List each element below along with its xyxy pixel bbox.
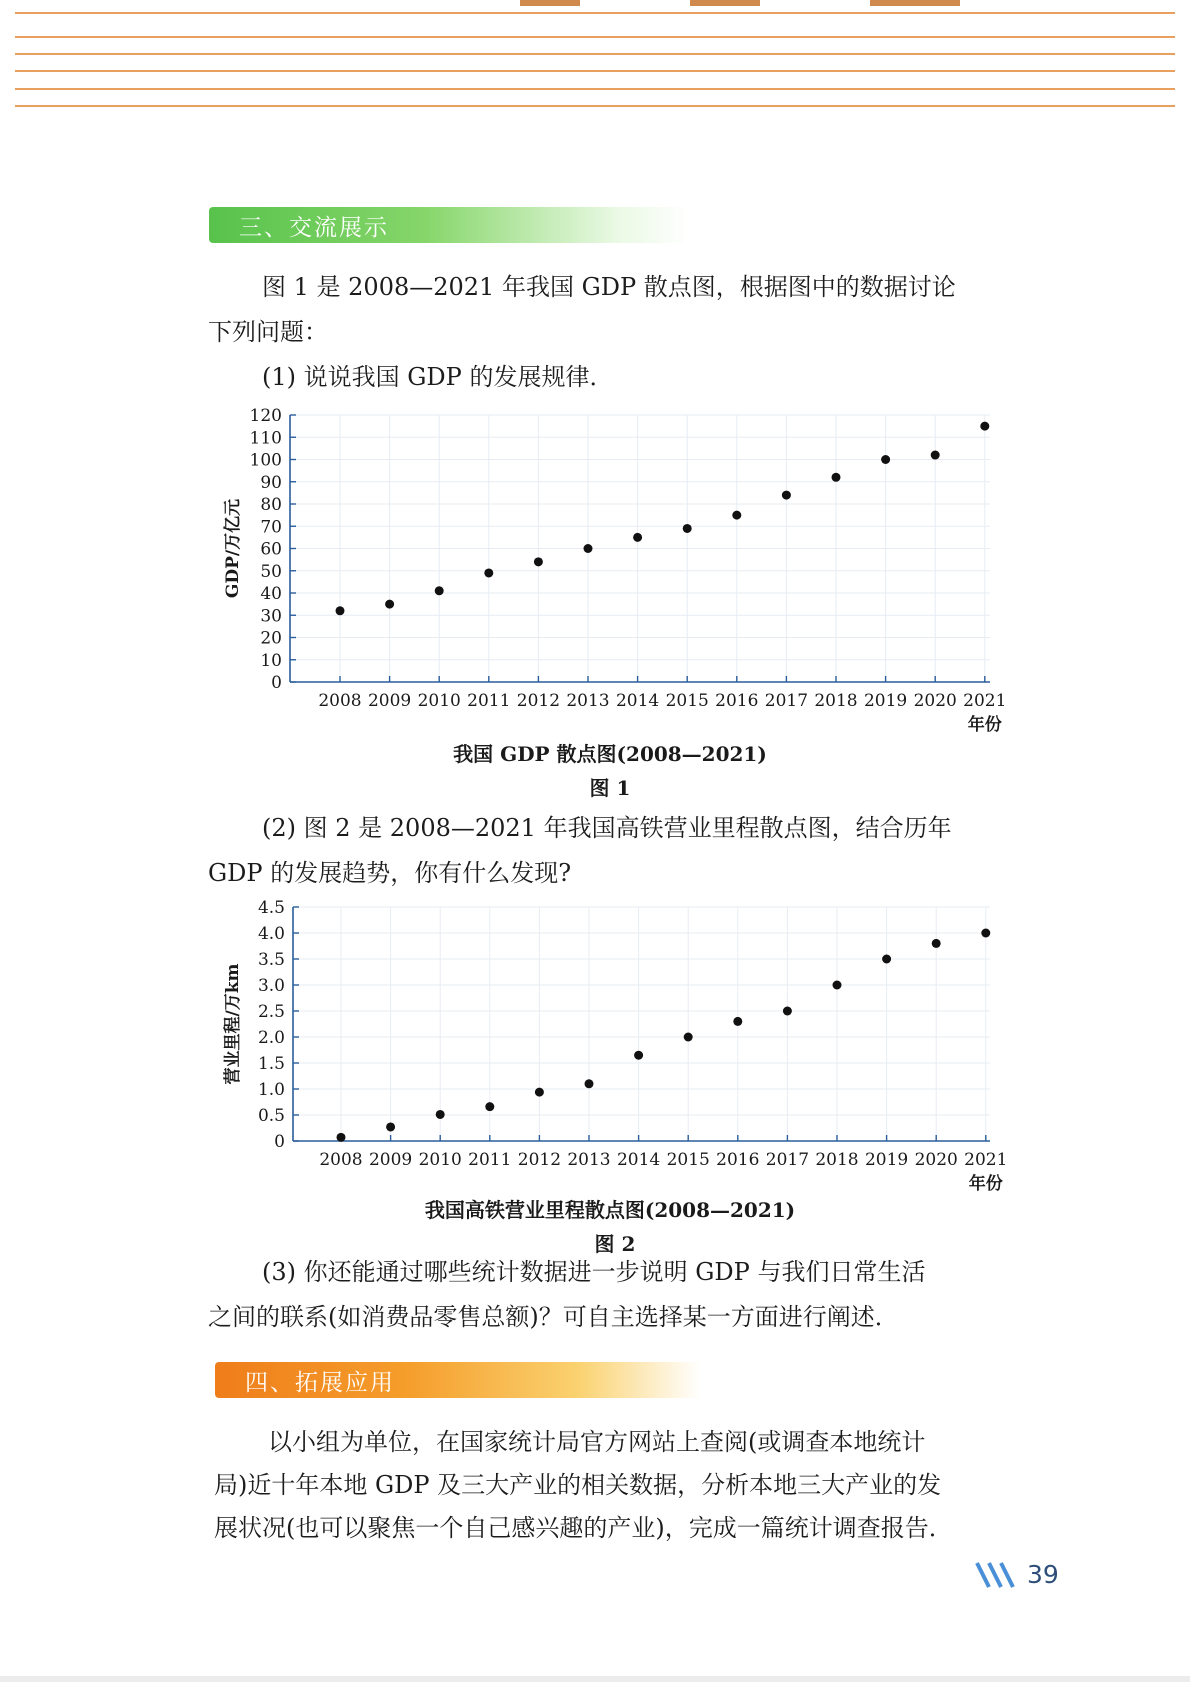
x-tick-label: 2017 — [765, 1150, 810, 1170]
y-tick-label: 0 — [271, 673, 282, 693]
x-tick-label: 2012 — [517, 1150, 562, 1170]
question-1: (1) 说说我国 GDP 的发展规律． — [262, 363, 614, 391]
data-point — [932, 939, 941, 948]
header-rule — [15, 36, 1175, 38]
x-tick-label: 2016 — [716, 1150, 760, 1170]
y-tick-label: 1.0 — [257, 1080, 285, 1100]
x-tick-label: 2008 — [319, 1150, 363, 1170]
y-tick-label: 3.5 — [257, 950, 285, 970]
data-point — [981, 929, 990, 938]
y-tick-label: 120 — [249, 406, 282, 426]
x-tick-label: 2021 — [963, 691, 1007, 711]
x-tick-label: 2014 — [615, 691, 660, 711]
header-rule — [15, 88, 1175, 90]
slash-decoration-icon — [975, 1561, 1021, 1589]
data-point — [435, 586, 444, 595]
y-tick-label: 70 — [260, 517, 282, 538]
chart-2-title: 我国高铁营业里程散点图(2008—2021) — [424, 1198, 796, 1222]
y-tick-label: 60 — [260, 539, 282, 560]
data-point — [732, 511, 741, 520]
data-point — [484, 568, 493, 577]
data-point — [386, 1122, 395, 1131]
data-point — [585, 1079, 594, 1088]
y-tick-label: 100 — [249, 450, 282, 471]
x-tick-label: 2009 — [367, 691, 412, 711]
intro-paragraph-line: 图 1 是 2008—2021 年我国 GDP 散点图，根据图中的数据讨论 — [262, 273, 956, 301]
data-point — [337, 1133, 346, 1142]
y-tick-label: 1.5 — [257, 1054, 285, 1074]
y-tick-label: 90 — [260, 472, 282, 493]
page-number: 39 — [1027, 1560, 1059, 1589]
question-2-line: (2) 图 2 是 2008—2021 年我国高铁营业里程散点图，结合历年 — [262, 814, 952, 842]
y-axis-label: 营业里程/万km — [223, 963, 243, 1085]
data-point — [634, 1051, 643, 1060]
data-point — [882, 955, 891, 964]
x-tick-label: 2018 — [814, 691, 858, 711]
data-point — [535, 1088, 544, 1097]
question-3-line: (3) 你还能通过哪些统计数据进一步说明 GDP 与我们日常生活 — [262, 1258, 926, 1286]
chart-1-title: 我国 GDP 散点图(2008—2021) — [453, 742, 767, 766]
y-tick-label: 4.0 — [257, 924, 285, 944]
data-point — [436, 1110, 445, 1119]
chart-1-figure-label: 图 1 — [589, 776, 631, 800]
x-tick-label: 2015 — [666, 1150, 710, 1170]
chart-2-figure-label: 图 2 — [594, 1232, 636, 1256]
x-tick-label: 2010 — [417, 691, 461, 711]
y-tick-label: 50 — [260, 561, 282, 582]
y-tick-label: 110 — [249, 428, 282, 449]
data-point — [783, 1007, 792, 1016]
page-number-block — [975, 1560, 1059, 1589]
question-2-line: GDP 的发展趋势，你有什么发现? — [208, 859, 572, 887]
x-tick-label: 2008 — [318, 691, 362, 711]
y-tick-label: 80 — [260, 495, 282, 515]
x-tick-label: 2019 — [864, 1150, 909, 1170]
x-tick-label: 2020 — [914, 1150, 958, 1170]
header-decoration — [520, 0, 580, 6]
x-tick-label: 2018 — [815, 1150, 859, 1170]
y-tick-label: 40 — [260, 584, 282, 604]
x-tick-label: 2014 — [616, 1150, 661, 1170]
x-tick-label: 2021 — [964, 1150, 1008, 1170]
x-tick-label: 2013 — [566, 691, 610, 711]
data-point — [931, 451, 940, 460]
data-point — [584, 544, 593, 553]
intro-paragraph-line: 下列问题： — [208, 318, 328, 346]
rail-scatter-chart — [0, 895, 1190, 1195]
x-tick-label: 2020 — [913, 691, 957, 711]
x-tick-label: 2016 — [715, 691, 759, 711]
y-tick-label: 0 — [274, 1132, 285, 1152]
data-point — [733, 1017, 742, 1026]
data-point — [534, 557, 543, 566]
data-point — [336, 606, 345, 615]
extension-paragraph-line: 局)近十年本地 GDP 及三大产业的相关数据，分析本地三大产业的发 — [214, 1471, 942, 1499]
data-point — [980, 422, 989, 431]
footer-rule — [0, 1676, 1190, 1682]
y-tick-label: 30 — [260, 606, 282, 627]
data-point — [881, 455, 890, 464]
x-tick-label: 2017 — [764, 691, 809, 711]
data-point — [683, 524, 692, 533]
x-axis-label: 年份 — [968, 1174, 1003, 1194]
y-tick-label: 20 — [260, 628, 282, 649]
section-title: 四、拓展应用 — [245, 1369, 395, 1396]
extension-paragraph-line: 展状况(也可以聚焦一个自己感兴趣的产业)，完成一篇统计调查报告． — [214, 1514, 953, 1542]
y-tick-label: 3.0 — [257, 976, 285, 996]
y-tick-label: 10 — [260, 650, 282, 671]
x-tick-label: 2011 — [467, 691, 511, 711]
data-point — [485, 1102, 494, 1111]
x-tick-label: 2010 — [418, 1150, 462, 1170]
header-rule — [15, 53, 1175, 55]
y-tick-label: 0.5 — [257, 1106, 285, 1126]
header-decoration — [870, 0, 960, 6]
x-tick-label: 2019 — [863, 691, 908, 711]
header-rule — [15, 105, 1175, 107]
question-3-line: 之间的联系(如消费品零售总额)？可自主选择某一方面进行阐述． — [208, 1303, 899, 1331]
section-heading-exchange — [209, 207, 689, 243]
header-rule — [15, 70, 1175, 72]
y-tick-label: 4.5 — [257, 898, 285, 918]
header-decoration — [690, 0, 760, 6]
section-heading-extension — [215, 1362, 700, 1398]
data-point — [684, 1033, 693, 1042]
data-point — [832, 473, 841, 482]
data-point — [385, 600, 394, 609]
x-tick-label: 2015 — [665, 691, 709, 711]
section-title: 三、交流展示 — [239, 214, 389, 241]
data-point — [633, 533, 642, 542]
y-tick-label: 2.5 — [257, 1002, 285, 1022]
extension-paragraph-line: 以小组为单位，在国家统计局官方网站上查阅(或调查本地统计 — [268, 1428, 926, 1456]
x-axis-label: 年份 — [967, 715, 1002, 735]
y-tick-label: 2.0 — [257, 1028, 285, 1048]
x-tick-label: 2009 — [368, 1150, 413, 1170]
gdp-scatter-chart — [0, 395, 1190, 775]
x-tick-label: 2012 — [516, 691, 561, 711]
x-tick-label: 2013 — [567, 1150, 611, 1170]
y-axis-label: GDP/万亿元 — [223, 498, 243, 599]
x-tick-label: 2011 — [468, 1150, 512, 1170]
header-rule — [15, 12, 1175, 14]
data-point — [833, 981, 842, 990]
data-point — [782, 491, 791, 500]
